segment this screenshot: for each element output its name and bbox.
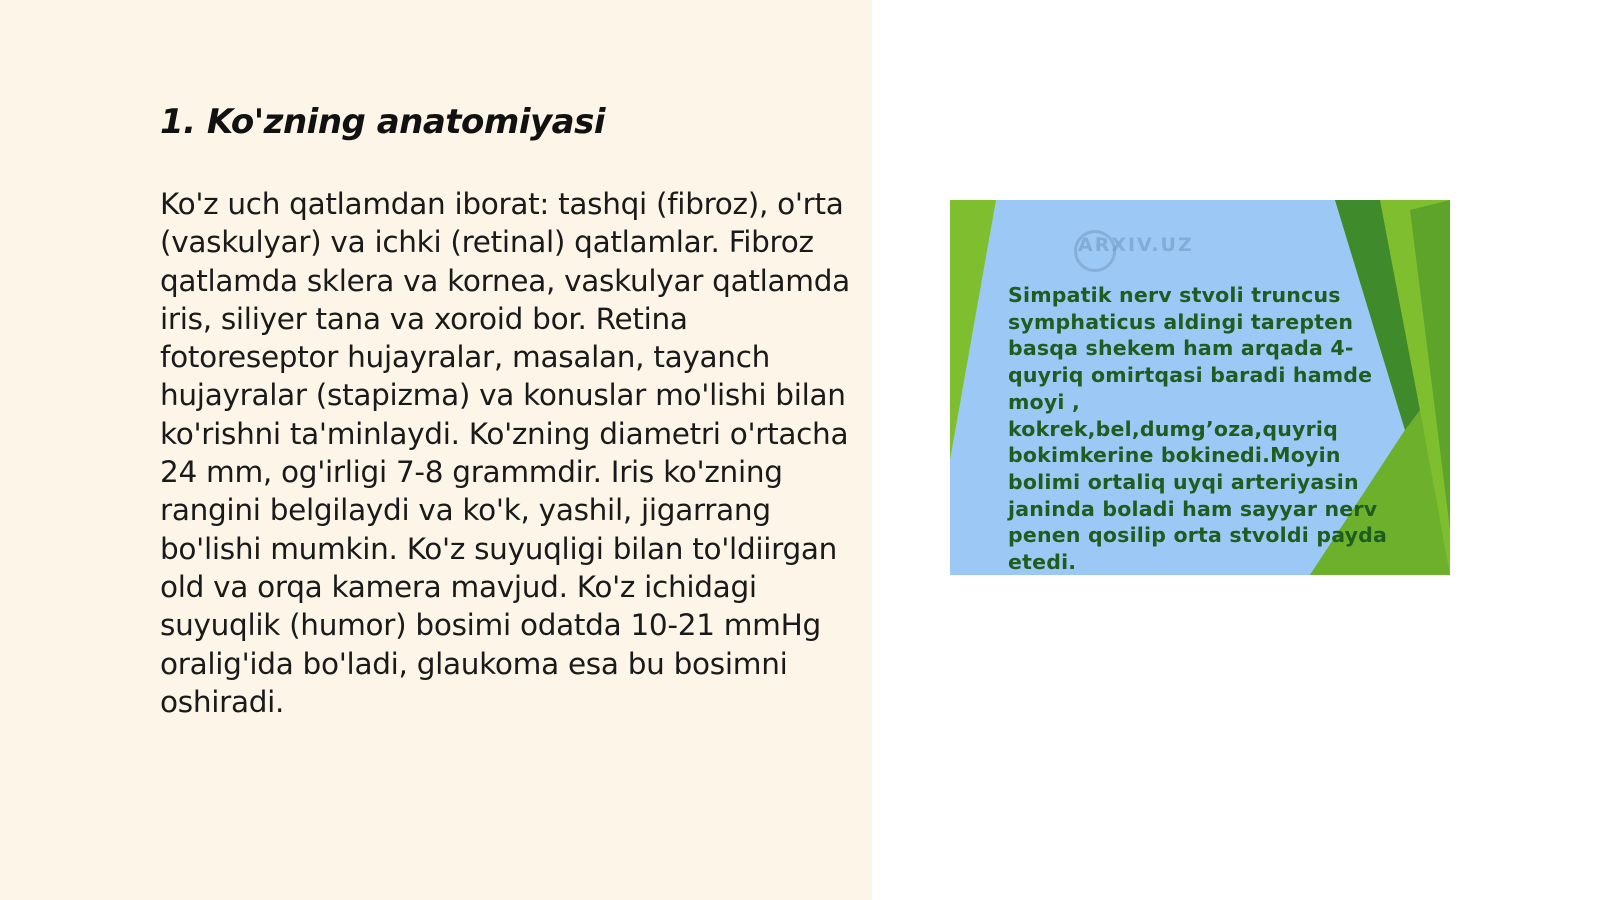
image-caption-text: Simpatik nerv stvoli truncus symphaticus aldingi tarepten basqa shekem ham arqada 4-quyriq omirtqasi baradi hamde moyi , kokrek,bel,dumg’oza,quyriq bokimkerine bokinedi.Moyin bolimi ortaliq uyqi arteriyasin janinda boladi ham sayyar nerv penen qosilip orta stvoldi payda etedi.	[1008, 283, 1388, 575]
slide-body-text: Ko'z uch qatlamdan iborat: tashqi (fibroz), o'rta (vaskulyar) va ichki (retinal) qatlamlar. Fibroz qatlamda sklera va kornea, vaskulyar qatlamda iris, siliyer tana va xoroid bor. Retina fotoreseptor hujayralar, masalan, tayanch hujayralar (stapizma) va konuslar mo'lishi bilan ko'rishni ta'minlaydi. Ko'zning diametri o'rtacha 24 mm, og'irligi 7-8 grammdir. Iris ko'zning rangini belgilaydi va ko'k, yashil, jigarrang bo'lishi mumkin. Ko'z suyuqligi bilan to'ldiirgan old va orqa kamera mavjud. Ko'z ichidagi suyuqlik (humor) bosimi odatda 10-21 mmHg oralig'ida bo'ladi, glaukoma esa bu bosimni oshiradi.	[160, 187, 850, 719]
image-watermark: ARXIV.UZ	[1078, 234, 1194, 256]
slide-title: 1. Ko'zning anatomiyasi	[160, 102, 605, 142]
slide-image	[950, 200, 1450, 575]
